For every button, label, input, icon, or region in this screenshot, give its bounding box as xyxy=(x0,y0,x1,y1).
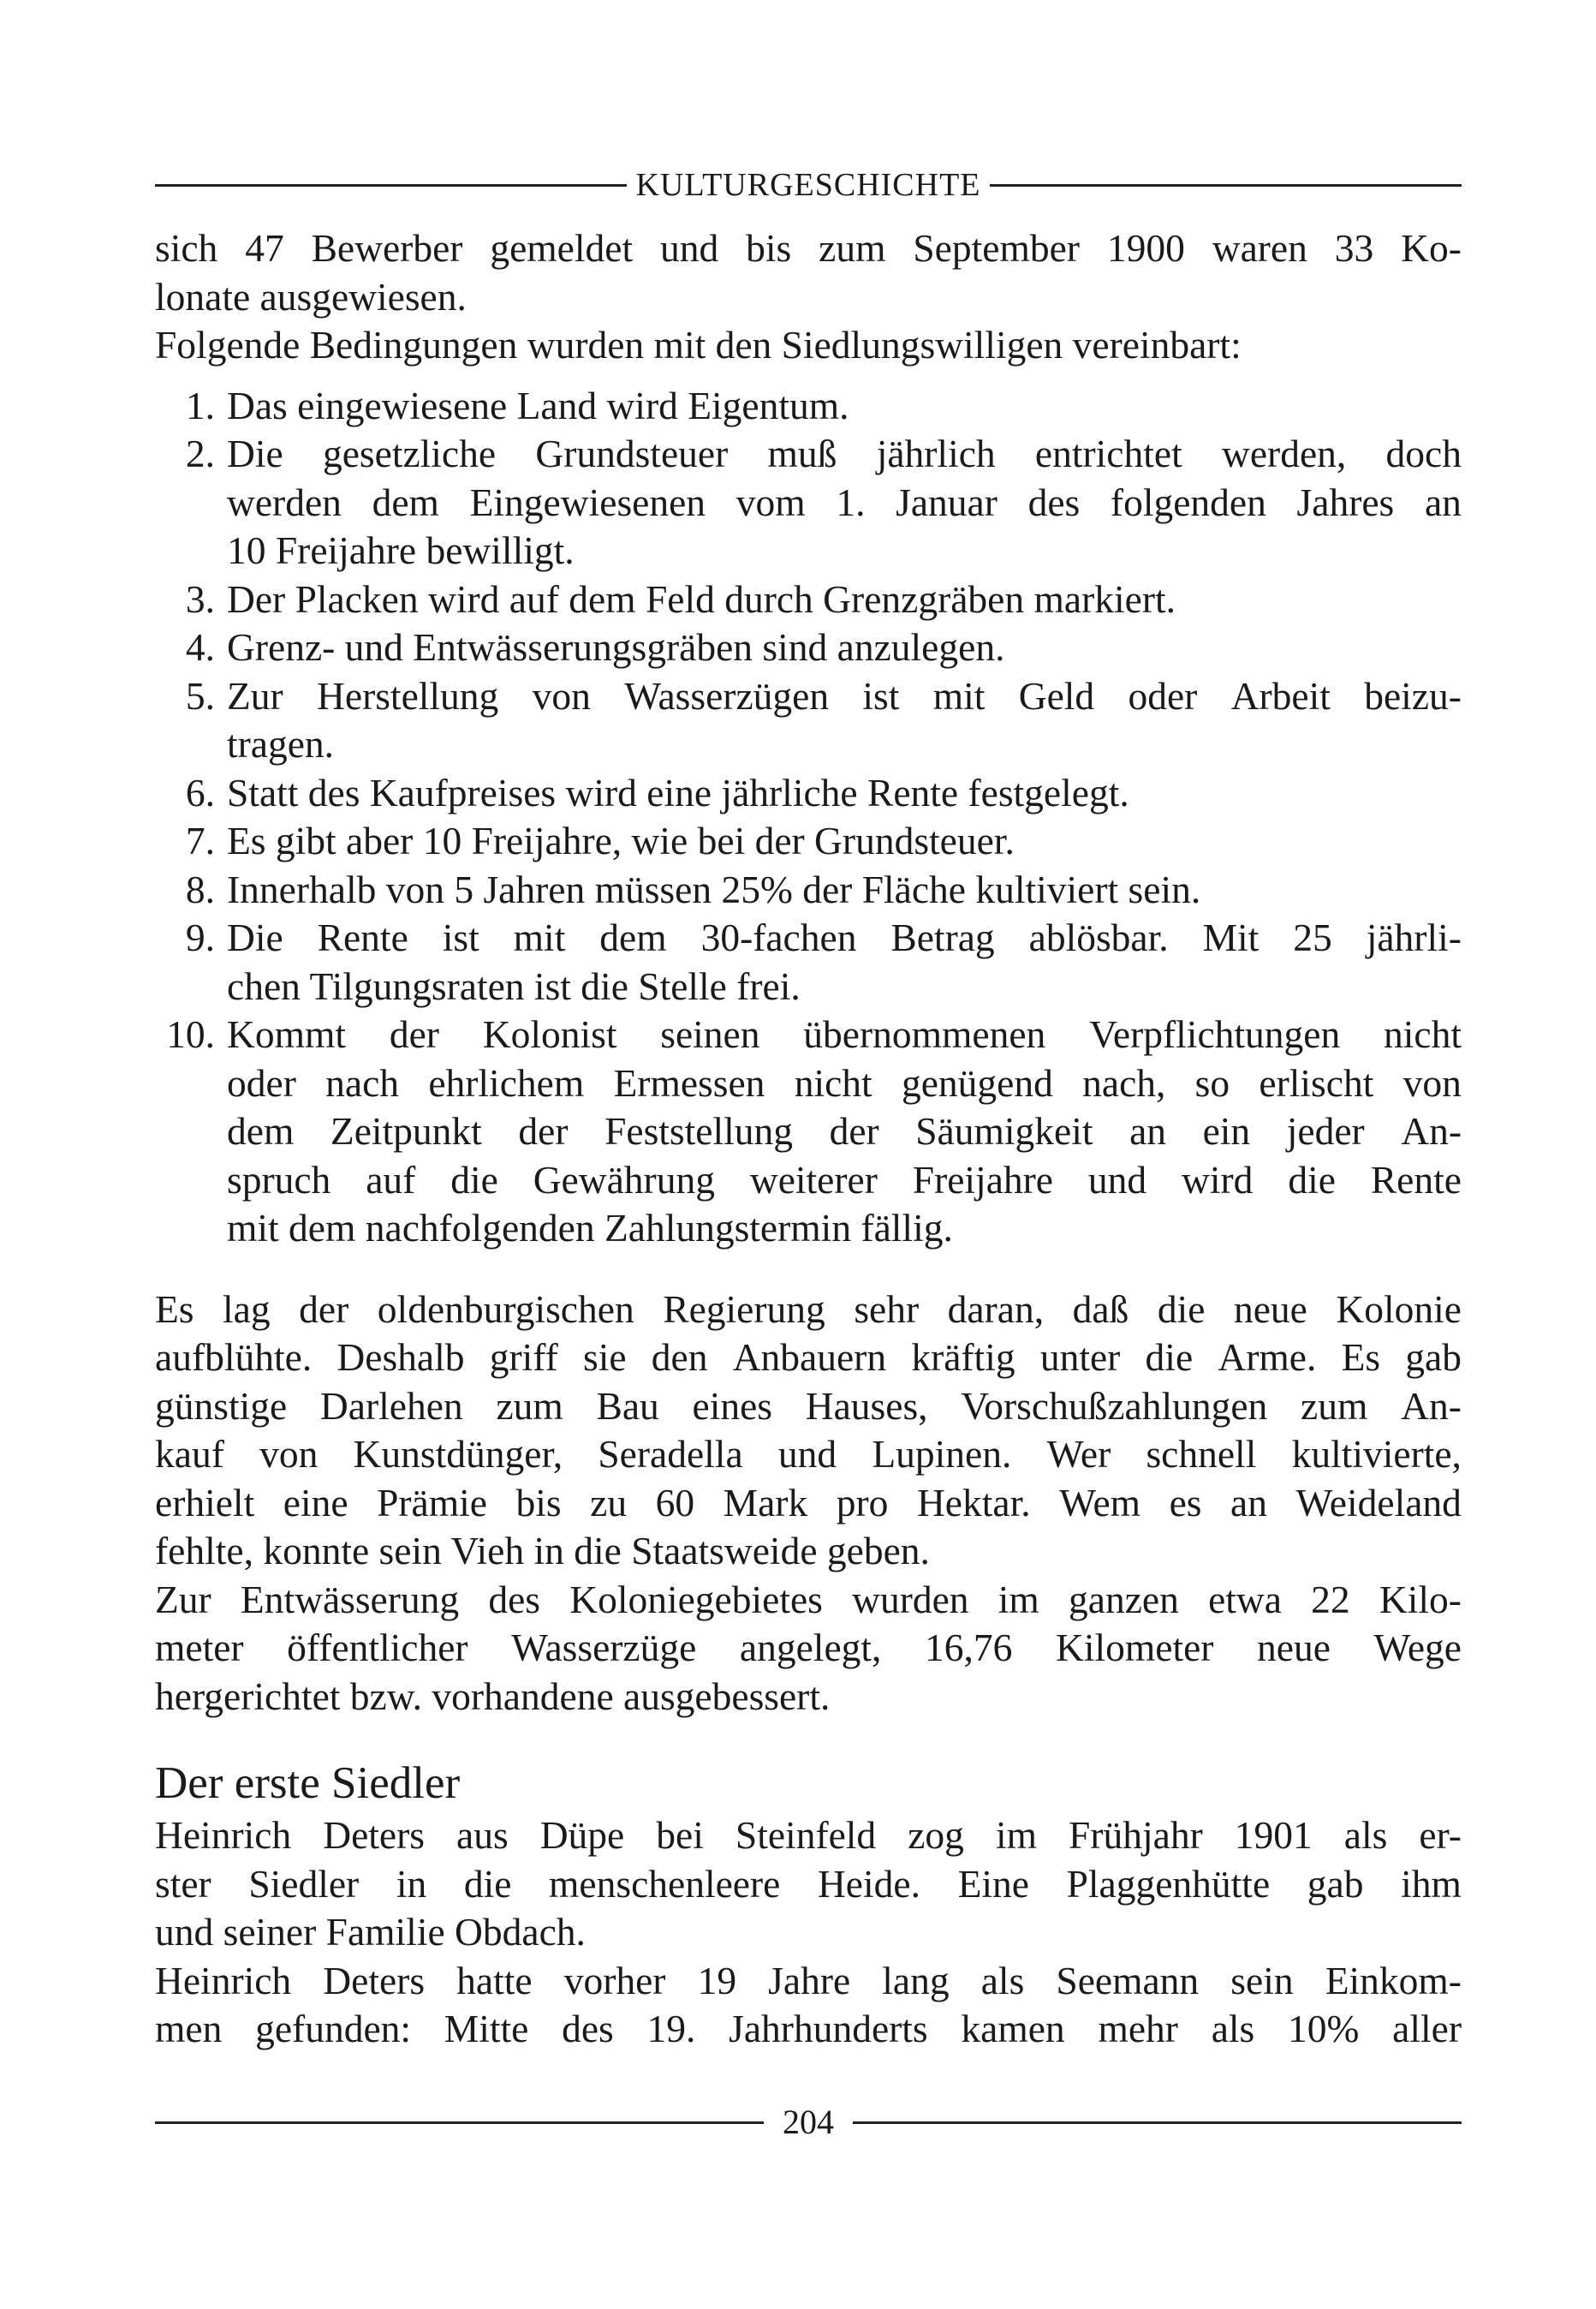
text-line: tragen. xyxy=(227,722,335,766)
word: Kommt xyxy=(227,1012,347,1056)
word: in xyxy=(396,1861,427,1906)
word: Es xyxy=(1341,1335,1381,1379)
word: Steinfeld xyxy=(735,1813,877,1857)
word: Seemann xyxy=(1056,1958,1200,2002)
word: gemeldet xyxy=(490,226,634,270)
word: meter xyxy=(155,1626,244,1669)
word: beizu- xyxy=(1364,673,1462,718)
word: Bewerber xyxy=(311,226,463,270)
footer-rule-left xyxy=(155,2121,764,2124)
list-number: 6. xyxy=(185,770,215,814)
text-line xyxy=(155,224,1462,273)
text-line xyxy=(227,430,1462,479)
list-number: 1. xyxy=(185,383,215,427)
text-line: lonate ausgewiesen. xyxy=(155,274,467,319)
word: ein xyxy=(1202,1109,1251,1153)
word: 19. xyxy=(646,2007,696,2050)
list-number: 3. xyxy=(185,576,215,621)
word: sein xyxy=(1230,1958,1294,2002)
word: Die xyxy=(227,916,283,959)
running-head xyxy=(155,161,1462,209)
word: 30-fachen xyxy=(700,916,857,959)
word: er- xyxy=(1419,1813,1462,1857)
word: als xyxy=(1343,1813,1388,1857)
word: daran, xyxy=(947,1286,1045,1331)
word: Jahre xyxy=(768,1958,851,2002)
word: Plaggenhütte xyxy=(1066,1861,1271,1906)
word: Rente xyxy=(317,916,408,959)
word: 47 xyxy=(245,226,284,270)
word: zum xyxy=(819,226,886,270)
body-text xyxy=(155,224,1462,2054)
word: vorher xyxy=(563,1958,666,2002)
text-line xyxy=(227,1107,1462,1156)
list-item xyxy=(155,1011,1462,1253)
word: Jahrhunderts xyxy=(729,2007,928,2050)
text-line xyxy=(155,1430,1462,1479)
word: doch xyxy=(1385,432,1462,475)
text-line xyxy=(155,1624,1462,1673)
word: genügend xyxy=(901,1060,1053,1105)
word: wird xyxy=(1182,1157,1254,1202)
word: angelegt, xyxy=(739,1626,882,1669)
word: jährlich xyxy=(876,432,996,475)
word: ster xyxy=(155,1861,211,1906)
word: gab xyxy=(1307,1861,1364,1906)
word: kauf xyxy=(155,1432,224,1476)
page-footer xyxy=(155,2097,1462,2148)
text-line: mit dem nachfolgenden Zahlungstermin fällig. xyxy=(227,1206,953,1250)
word: weiterer xyxy=(749,1157,878,1202)
text-line: Statt des Kaufpreises wird eine jährliche Rente festgelegt. xyxy=(227,770,1129,814)
word: zog xyxy=(908,1813,964,1857)
word: den xyxy=(651,1335,708,1379)
list-item xyxy=(155,672,1462,769)
text-line: Das eingewiesene Land wird Eigentum. xyxy=(227,383,849,427)
word: Mitte xyxy=(444,2007,529,2050)
word: 22 xyxy=(1311,1577,1350,1621)
word: werden, xyxy=(1222,432,1347,475)
text-line: fehlte, konnte sein Vieh in die Staatsweide geben. xyxy=(155,1529,930,1572)
word: Geld xyxy=(1018,673,1095,718)
word: Hektar. xyxy=(916,1480,1031,1524)
word: aus xyxy=(456,1813,509,1857)
word: Eingewiesenen xyxy=(469,480,706,524)
word: Arme. xyxy=(1218,1335,1317,1379)
word: 25 xyxy=(1293,916,1332,959)
word: Mark xyxy=(723,1480,808,1524)
list-number: 5. xyxy=(185,673,215,718)
word: menschenleere xyxy=(549,1861,781,1906)
word: griff xyxy=(489,1335,558,1379)
text-line xyxy=(155,1382,1462,1431)
word: 19 xyxy=(697,1958,737,2002)
word: Wasserzüge xyxy=(511,1626,697,1669)
word: aller xyxy=(1392,2007,1462,2050)
text-line: und seiner Familie Obdach. xyxy=(155,1910,586,1954)
word: Rente xyxy=(1370,1157,1462,1202)
word: Heinrich xyxy=(155,1958,292,2002)
word: es xyxy=(1169,1480,1202,1524)
word: mit xyxy=(932,673,986,718)
word: ganzen xyxy=(1069,1577,1179,1621)
word: so xyxy=(1194,1060,1230,1105)
word: des xyxy=(488,1577,541,1621)
word: Betrag xyxy=(890,916,995,959)
word: An- xyxy=(1401,1109,1462,1153)
word: übernommenen xyxy=(803,1012,1046,1056)
word: Freijahre xyxy=(912,1157,1053,1202)
word: entrichtet xyxy=(1034,432,1182,475)
footer-rule-right xyxy=(853,2121,1462,2124)
text-line xyxy=(155,1860,1462,1909)
word: kräftig xyxy=(911,1335,1015,1379)
word: Wasserzügen xyxy=(624,673,830,718)
word: die xyxy=(1157,1286,1206,1331)
list-item xyxy=(155,914,1462,1011)
word: öffentlicher xyxy=(287,1626,468,1669)
word: nach xyxy=(325,1060,400,1105)
word: dem xyxy=(599,916,667,959)
word: daß xyxy=(1072,1286,1129,1331)
word: Jahres xyxy=(1296,480,1395,524)
word: Ko- xyxy=(1401,226,1462,270)
list-number: 7. xyxy=(185,819,215,862)
word: Weideland xyxy=(1295,1480,1462,1524)
word: spruch xyxy=(227,1157,331,1202)
page-number: 204 xyxy=(783,2103,834,2141)
word: Kolonist xyxy=(482,1012,617,1056)
word: muß xyxy=(767,432,837,475)
word: Anbauern xyxy=(732,1335,887,1379)
word: zum xyxy=(1301,1383,1368,1428)
word: die xyxy=(463,1861,512,1906)
word: Feststellung xyxy=(604,1109,793,1153)
word: und xyxy=(1087,1157,1147,1202)
word: als xyxy=(1211,2007,1255,2050)
word: als xyxy=(980,1958,1025,2002)
word: Deters xyxy=(323,1958,426,2002)
word: 1901 xyxy=(1234,1813,1313,1857)
word: werden xyxy=(227,480,342,524)
word: der xyxy=(829,1109,879,1153)
word: nicht xyxy=(1384,1012,1462,1056)
word: 33 xyxy=(1334,226,1374,270)
word: gefunden: xyxy=(255,2007,412,2050)
word: eine xyxy=(283,1480,348,1524)
word: dem xyxy=(372,480,439,524)
word: und xyxy=(777,1432,837,1476)
word: kamen xyxy=(961,2007,1065,2050)
word: 1900 xyxy=(1106,226,1185,270)
word: Januar xyxy=(896,480,998,524)
word: Siedler xyxy=(248,1861,360,1906)
word: unter xyxy=(1039,1335,1121,1379)
word: hatte xyxy=(456,1958,533,2002)
word: bis xyxy=(746,226,792,270)
word: Es xyxy=(155,1286,194,1331)
word: Deshalb xyxy=(336,1335,465,1379)
word: Wege xyxy=(1373,1626,1462,1669)
text-line xyxy=(155,1286,1462,1334)
text-line xyxy=(155,1576,1462,1625)
word: Kunstdünger, xyxy=(353,1432,563,1476)
word: Heinrich xyxy=(155,1813,292,1857)
text-line xyxy=(155,1333,1462,1382)
paragraph-gap xyxy=(155,1253,1462,1286)
word: nicht xyxy=(794,1060,872,1105)
word: schnell xyxy=(1146,1432,1257,1476)
intro-paragraph xyxy=(155,224,1462,370)
word: Eine xyxy=(957,1861,1029,1906)
word: vom xyxy=(735,480,806,524)
word: An- xyxy=(1401,1383,1462,1428)
word: Gewährung xyxy=(533,1157,715,1202)
word: der xyxy=(299,1286,349,1331)
word: Vorschußzahlungen xyxy=(961,1383,1268,1428)
word: Verpflichtungen xyxy=(1089,1012,1341,1056)
word: Zeitpunkt xyxy=(330,1109,482,1153)
section-heading: Der erste Siedler xyxy=(155,1758,461,1808)
word: Düpe xyxy=(539,1813,625,1857)
word: im xyxy=(998,1577,1039,1621)
word: aufblühte. xyxy=(155,1335,313,1379)
text-line: Innerhalb von 5 Jahren müssen 25% der Fläche kultiviert sein. xyxy=(227,867,1201,911)
list-item xyxy=(155,769,1462,818)
word: Entwässerung xyxy=(240,1577,460,1621)
word: ihm xyxy=(1401,1861,1462,1906)
word: pro xyxy=(836,1480,889,1524)
word: des xyxy=(1027,480,1081,524)
text-line xyxy=(227,479,1462,528)
word: etwa xyxy=(1208,1577,1282,1621)
list-number: 8. xyxy=(185,867,215,911)
word: gab xyxy=(1405,1335,1462,1379)
text-line: Folgende Bedingungen wurden mit den Siedlungswilligen vereinbart: xyxy=(155,323,1242,367)
word: 1. xyxy=(836,480,866,524)
word: lag xyxy=(223,1286,271,1331)
word: jeder xyxy=(1286,1109,1365,1153)
word: erhielt xyxy=(155,1480,255,1524)
list-number: 4. xyxy=(185,625,215,669)
text-line: Der Placken wird auf dem Feld durch Grenzgräben markiert. xyxy=(227,576,1176,621)
word: oder xyxy=(1128,673,1198,718)
word: im xyxy=(995,1813,1037,1857)
word: Einkom- xyxy=(1325,1958,1462,2002)
word: neue xyxy=(1233,1286,1307,1331)
word: oldenburgischen xyxy=(377,1286,634,1331)
list-item xyxy=(155,430,1462,576)
word: von xyxy=(259,1432,319,1476)
word: erlischt xyxy=(1259,1060,1374,1105)
word: Regierung xyxy=(663,1286,825,1331)
conditions-list xyxy=(155,382,1462,1253)
word: Hauses, xyxy=(805,1383,928,1428)
running-head-title: KULTURGESCHICHTE xyxy=(635,167,981,203)
list-item xyxy=(155,866,1462,915)
word: oder xyxy=(227,1060,296,1105)
word: gesetzliche xyxy=(322,432,497,475)
word: der xyxy=(389,1012,439,1056)
text-line xyxy=(155,1957,1462,2006)
word: mit xyxy=(513,916,566,959)
word: an xyxy=(1129,1109,1167,1153)
word: ablösbar. xyxy=(1028,916,1169,959)
text-line: Grenz- und Entwässerungsgräben sind anzulegen. xyxy=(227,625,1005,669)
text-line xyxy=(227,1156,1462,1205)
word: günstige xyxy=(155,1383,288,1428)
word: ist xyxy=(862,673,900,718)
word: seinen xyxy=(660,1012,760,1056)
word: Deters xyxy=(323,1813,425,1857)
word: sich xyxy=(155,226,218,270)
word: die xyxy=(1145,1335,1194,1379)
word: waren xyxy=(1212,226,1307,270)
word: ist xyxy=(442,916,479,959)
word: Prämie xyxy=(377,1480,487,1524)
word: bis xyxy=(515,1480,562,1524)
word: September xyxy=(913,226,1080,270)
text-line xyxy=(227,1059,1462,1108)
word: neue xyxy=(1257,1626,1331,1669)
list-item xyxy=(155,576,1462,624)
word: die xyxy=(1288,1157,1336,1202)
word: von xyxy=(1402,1060,1462,1105)
word: Lupinen. xyxy=(872,1432,1012,1476)
word: 60 xyxy=(655,1480,695,1524)
word: Koloniegebietes xyxy=(569,1577,823,1621)
word: der xyxy=(518,1109,569,1153)
word: Heide. xyxy=(817,1861,920,1906)
paragraph-erster-siedler xyxy=(155,1811,1462,2054)
word: die xyxy=(450,1157,498,1202)
word: men xyxy=(155,2007,223,2050)
word: Grundsteuer xyxy=(535,432,729,475)
word: eines xyxy=(692,1383,773,1428)
word: dem xyxy=(227,1109,295,1153)
word: sie xyxy=(583,1335,627,1379)
text-line: Es gibt aber 10 Freijahre, wie bei der Grundsteuer. xyxy=(227,819,1015,862)
text-line: hergerichtet bzw. vorhandene ausgebessert. xyxy=(155,1674,831,1718)
word: Kilo- xyxy=(1379,1577,1462,1621)
word: zum xyxy=(496,1383,563,1428)
word: Seradella xyxy=(598,1432,743,1476)
word: Frühjahr xyxy=(1069,1813,1203,1857)
word: an xyxy=(1424,480,1462,524)
word: 16,76 xyxy=(925,1626,1013,1669)
list-item xyxy=(155,382,1462,431)
word: Wer xyxy=(1046,1432,1111,1476)
word: bei xyxy=(656,1813,704,1857)
word: von xyxy=(532,673,591,718)
word: wurden xyxy=(852,1577,969,1621)
list-number: 10. xyxy=(166,1012,215,1056)
word: ehrlichem xyxy=(428,1060,585,1105)
word: jährli- xyxy=(1366,916,1462,959)
text-line: chen Tilgungsraten ist die Stelle frei. xyxy=(227,964,801,1008)
word: Zur xyxy=(155,1577,211,1621)
text-line xyxy=(155,1479,1462,1528)
word: Ermessen xyxy=(613,1060,765,1105)
text-line xyxy=(155,1811,1462,1860)
word: auf xyxy=(366,1157,416,1202)
word: Die xyxy=(227,432,283,475)
list-number: 9. xyxy=(185,916,215,959)
word: Zur xyxy=(227,673,283,718)
word: folgenden xyxy=(1110,480,1266,524)
list-item xyxy=(155,623,1462,672)
word: Kolonie xyxy=(1336,1286,1462,1331)
word: Säumigkeit xyxy=(915,1109,1093,1153)
list-number: 2. xyxy=(185,432,215,475)
list-item xyxy=(155,817,1462,866)
text-line xyxy=(227,914,1462,963)
word: und xyxy=(659,226,719,270)
running-head-rule-left xyxy=(155,184,627,187)
word: mehr xyxy=(1098,2007,1178,2050)
word: Kilometer xyxy=(1055,1626,1214,1669)
word: zu xyxy=(590,1480,628,1524)
word: Herstellung xyxy=(317,673,499,718)
word: Darlehen xyxy=(319,1383,463,1428)
word: Bau xyxy=(596,1383,659,1428)
word: Mit xyxy=(1202,916,1260,959)
word: Arbeit xyxy=(1230,673,1331,718)
text-line: 10 Freijahre bewilligt. xyxy=(227,528,575,572)
running-head-rule-right xyxy=(990,184,1462,187)
word: 10% xyxy=(1287,2007,1360,2050)
word: nach, xyxy=(1082,1060,1166,1105)
word: Wem xyxy=(1059,1480,1141,1524)
word: an xyxy=(1230,1480,1267,1524)
text-line xyxy=(155,2005,1462,2054)
text-line xyxy=(227,672,1462,721)
word: des xyxy=(562,2007,614,2050)
word: sehr xyxy=(854,1286,920,1331)
word: kultivierte, xyxy=(1291,1432,1462,1476)
text-line xyxy=(227,1011,1462,1059)
word: lang xyxy=(882,1958,950,2002)
paragraph-regierung xyxy=(155,1286,1462,1721)
